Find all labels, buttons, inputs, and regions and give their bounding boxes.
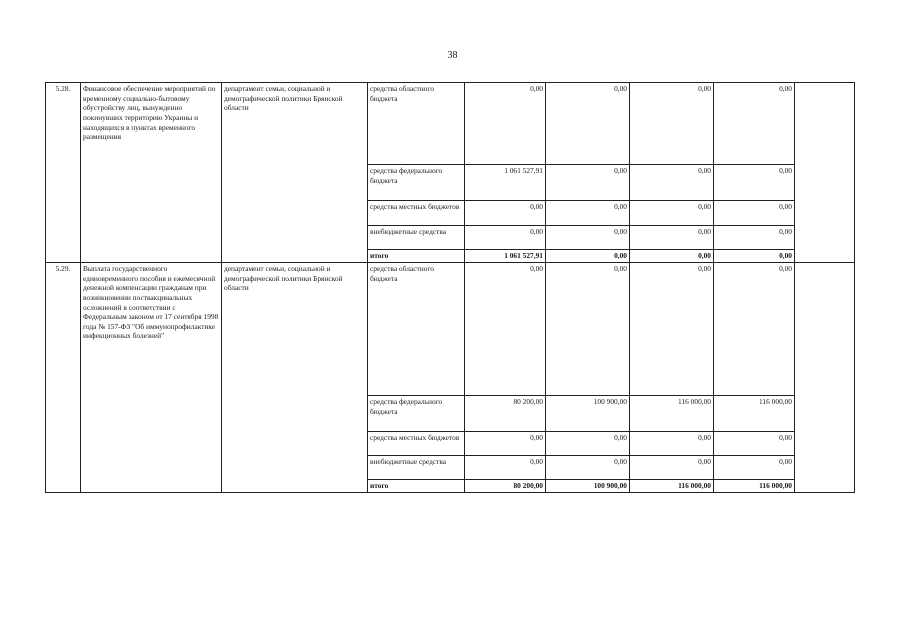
value-year-1: 0,00 (465, 432, 546, 456)
row-index: 5.28. (46, 83, 81, 263)
empty-cell (795, 263, 855, 493)
funding-source: средства местных бюджетов (368, 432, 465, 456)
value-year-4: 0,00 (714, 83, 795, 165)
funding-source-total: итого (368, 480, 465, 493)
funding-source: средства федерального бюджета (368, 165, 465, 201)
value-year-2: 0,00 (546, 226, 630, 250)
value-year-2: 0,00 (546, 456, 630, 480)
value-year-1: 0,00 (465, 226, 546, 250)
funding-source: средства областного бюджета (368, 263, 465, 396)
value-year-3: 0,00 (630, 263, 714, 396)
empty-cell (795, 83, 855, 263)
measure-name: Выплата государственного единовременного пособия и ежемесячной денежной компенсации гражданам при возникновении поствакцинальных осложнений в соответствии с Федеральным законом от 17 сентября 1998 года № 157-ФЗ "Об иммунопрофилактике инфекционных болезней" (81, 263, 222, 493)
value-year-2: 0,00 (546, 432, 630, 456)
table-row (46, 83, 855, 165)
value-year-4: 0,00 (714, 201, 795, 226)
value-year-2: 0,00 (546, 201, 630, 226)
value-year-1: 1 061 527,91 (465, 165, 546, 201)
value-year-1: 0,00 (465, 201, 546, 226)
value-year-2: 0,00 (546, 263, 630, 396)
value-year-4: 116 000,00 (714, 396, 795, 432)
value-year-4: 0,00 (714, 263, 795, 396)
page-number: 38 (447, 50, 458, 61)
value-year-3: 0,00 (630, 432, 714, 456)
value-year-2: 100 900,00 (546, 480, 630, 493)
value-year-4: 0,00 (714, 165, 795, 201)
budget-table (45, 82, 855, 493)
value-year-3: 0,00 (630, 226, 714, 250)
funding-source: средства местных бюджетов (368, 201, 465, 226)
funding-source-total: итого (368, 250, 465, 263)
funding-source: средства областного бюджета (368, 83, 465, 165)
table-row (46, 263, 855, 396)
value-year-1: 80 200,00 (465, 480, 546, 493)
funding-source: средства федерального бюджета (368, 396, 465, 432)
value-year-4: 0,00 (714, 432, 795, 456)
value-year-2: 0,00 (546, 250, 630, 263)
measure-name: Финансовое обеспечение мероприятий по временному социально-бытовому обустройству лиц, вынужденно покинувших территорию Украины и находящихся в пунктах временного размещения (81, 83, 222, 263)
value-year-1: 0,00 (465, 263, 546, 396)
value-year-4: 0,00 (714, 226, 795, 250)
executor: департамент семьи, социальной и демографической политики Брянской области (222, 263, 368, 493)
value-year-1: 0,00 (465, 456, 546, 480)
executor: департамент семьи, социальной и демографической политики Брянской области (222, 83, 368, 263)
value-year-3: 0,00 (630, 201, 714, 226)
value-year-3: 0,00 (630, 83, 714, 165)
value-year-3: 116 000,00 (630, 480, 714, 493)
value-year-3: 0,00 (630, 165, 714, 201)
row-index: 5.29. (46, 263, 81, 493)
value-year-3: 0,00 (630, 250, 714, 263)
value-year-1: 1 061 527,91 (465, 250, 546, 263)
value-year-3: 116 000,00 (630, 396, 714, 432)
value-year-2: 100 900,00 (546, 396, 630, 432)
value-year-2: 0,00 (546, 165, 630, 201)
value-year-3: 0,00 (630, 456, 714, 480)
value-year-1: 0,00 (465, 83, 546, 165)
funding-source: внебюджетные средства (368, 456, 465, 480)
value-year-2: 0,00 (546, 83, 630, 165)
value-year-4: 0,00 (714, 456, 795, 480)
funding-source: внебюджетные средства (368, 226, 465, 250)
value-year-4: 0,00 (714, 250, 795, 263)
value-year-1: 80 200,00 (465, 396, 546, 432)
value-year-4: 116 000,00 (714, 480, 795, 493)
